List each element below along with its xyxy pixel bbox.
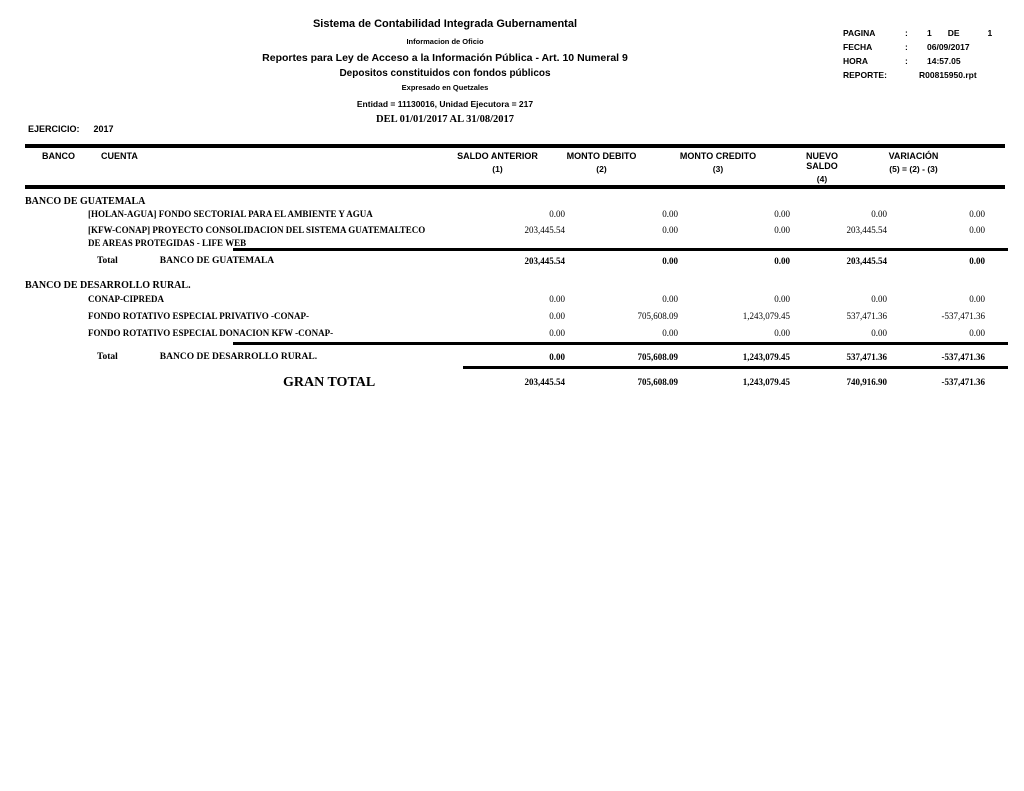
monto-credito-value: 0.00 [774, 225, 790, 235]
col-monto-credito: MONTO CREDITO (3) [679, 151, 757, 174]
section2-bank-name: BANCO DE DESARROLLO RURAL. [25, 280, 191, 291]
fecha-value: 06/09/2017 [927, 42, 970, 52]
table-row [25, 294, 1005, 305]
nuevo-saldo-value: 0.00 [871, 328, 887, 338]
col-nuevo-saldo: NUEVO SALDO (4) [805, 151, 838, 184]
variacion-value: 0.00 [969, 328, 985, 338]
header-label-cell [25, 151, 440, 184]
table-header-bottom-rule [25, 185, 1005, 189]
meta-fecha-row [843, 42, 1019, 56]
variacion-value: 0.00 [969, 294, 985, 304]
monto-credito-grand-total: 1,243,079.45 [742, 377, 790, 387]
total-label-cell [25, 256, 440, 267]
grand-total-label: GRAN TOTAL [283, 375, 376, 390]
account-label-line2: DE AREAS PROTEGIDAS - LIFE WEB [88, 238, 247, 248]
report-period: DEL 01/01/2017 AL 31/08/2017 [376, 114, 514, 125]
reporte-label: REPORTE: [843, 70, 887, 80]
meta-hora-row [843, 56, 1019, 70]
section2-total-rule [233, 342, 1008, 345]
table-row [25, 209, 1005, 220]
hora-colon: : [905, 56, 908, 66]
monto-debito-value: 0.00 [662, 209, 678, 219]
nuevo-saldo-grand-total: 740,916.90 [846, 377, 887, 387]
monto-credito-value: 0.00 [774, 328, 790, 338]
col-cuenta: CUENTA [101, 151, 138, 161]
monto-debito-total: 0.00 [662, 256, 678, 266]
monto-debito-value: 705,608.09 [637, 311, 678, 321]
account-label: [HOLAN-AGUA] FONDO SECTORIAL PARA EL AMBIENTE Y AGUA [88, 209, 373, 219]
saldo-anterior-total: 203,445.54 [524, 256, 565, 266]
saldo-anterior-total: 0.00 [549, 352, 565, 362]
pagina-label: PAGINA [843, 28, 876, 38]
total-label: Total [97, 256, 118, 266]
report-subtitle: Informacion de Oficio [406, 37, 484, 46]
account-label: FONDO ROTATIVO ESPECIAL PRIVATIVO -CONAP- [88, 311, 309, 321]
total-label-cell [25, 352, 440, 363]
pagina-total: 1 [987, 28, 993, 38]
pagina-de-label: DE [947, 28, 960, 38]
col-banco: BANCO [42, 151, 75, 161]
ejercicio [28, 124, 114, 134]
nuevo-saldo-total: 203,445.54 [846, 256, 887, 266]
nuevo-saldo-value: 0.00 [871, 294, 887, 304]
pagina-current: 1 [927, 28, 932, 38]
report-subject: Depositos constituidos con fondos públicos [339, 68, 551, 79]
col-saldo-anterior: SALDO ANTERIOR (1) [457, 151, 538, 174]
nuevo-saldo-total: 537,471.36 [846, 352, 887, 362]
total-bank-name: BANCO DE GUATEMALA [159, 256, 275, 266]
nuevo-saldo-value: 537,471.36 [846, 311, 887, 321]
meta-reporte-row [843, 70, 1019, 84]
nuevo-saldo-value: 0.00 [871, 209, 887, 219]
monto-credito-total: 1,243,079.45 [742, 352, 790, 362]
section1-total-row [25, 256, 1005, 267]
nuevo-saldo-value: 203,445.54 [846, 225, 887, 235]
variacion-value: -537,471.36 [941, 311, 985, 321]
variacion-value: 0.00 [969, 209, 985, 219]
table-row [25, 225, 1005, 249]
saldo-anterior-value: 0.00 [549, 311, 565, 321]
monto-debito-value: 0.00 [662, 294, 678, 304]
col-variacion: VARIACIÓN (5) = (2) - (3) [888, 151, 939, 174]
hora-label: HORA [843, 56, 869, 66]
pagina-colon: : [905, 28, 908, 38]
table-top-rule [25, 144, 1005, 148]
saldo-anterior-value: 0.00 [549, 209, 565, 219]
ejercicio-label: EJERCICIO: [28, 124, 80, 134]
saldo-anterior-value: 0.00 [549, 328, 565, 338]
section1-bank-name: BANCO DE GUATEMALA [25, 196, 146, 207]
entity-line: Entidad = 11130016, Unidad Ejecutora = 217 [356, 99, 534, 109]
report-header [225, 18, 665, 126]
report-title: Sistema de Contabilidad Integrada Gubernamental [312, 18, 578, 30]
variacion-total: 0.00 [969, 256, 985, 266]
hora-value: 14:57.05 [927, 56, 961, 66]
monto-debito-total: 705,608.09 [637, 352, 678, 362]
meta-block [843, 28, 1019, 84]
fecha-colon: : [905, 42, 908, 52]
monto-debito-grand-total: 705,608.09 [637, 377, 678, 387]
saldo-anterior-grand-total: 203,445.54 [524, 377, 565, 387]
account-label: [KFW-CONAP] PROYECTO CONSOLIDACION DEL SISTEMA GUATEMALTECO DE AREAS PROTEGIDAS - LIFE WEB [25, 225, 440, 249]
account-label: CONAP-CIPREDA [88, 294, 164, 304]
table-row [25, 311, 1005, 322]
col-monto-debito: MONTO DEBITO (2) [566, 151, 637, 174]
grand-total-rule [463, 366, 1008, 369]
variacion-value: 0.00 [969, 225, 985, 235]
fecha-label: FECHA [843, 42, 873, 52]
meta-pagina-row [843, 28, 1019, 42]
account-label: FONDO ROTATIVO ESPECIAL DONACION KFW -CONAP- [88, 328, 334, 338]
table-header [25, 151, 1005, 184]
saldo-anterior-value: 203,445.54 [524, 225, 565, 235]
ejercicio-value: 2017 [93, 124, 114, 134]
reporte-value: R00815950.rpt [919, 70, 977, 80]
report-name: Reportes para Ley de Acceso a la Información Pública - Art. 10 Numeral 9 [262, 52, 628, 64]
total-bank-name: BANCO DE DESARROLLO RURAL. [159, 352, 318, 362]
monto-credito-value: 1,243,079.45 [742, 311, 790, 321]
total-label: Total [97, 352, 118, 362]
saldo-anterior-value: 0.00 [549, 294, 565, 304]
variacion-grand-total: -537,471.36 [941, 377, 985, 387]
section2-total-row [25, 352, 1005, 363]
variacion-total: -537,471.36 [941, 352, 985, 362]
currency-note: Expresado en Quetzales [401, 83, 489, 92]
monto-credito-value: 0.00 [774, 294, 790, 304]
grand-total-row [25, 375, 1005, 390]
pagina-values [919, 28, 1019, 38]
monto-debito-value: 0.00 [662, 328, 678, 338]
monto-debito-value: 0.00 [662, 225, 678, 235]
monto-credito-total: 0.00 [774, 256, 790, 266]
table-row [25, 328, 1005, 339]
monto-credito-value: 0.00 [774, 209, 790, 219]
